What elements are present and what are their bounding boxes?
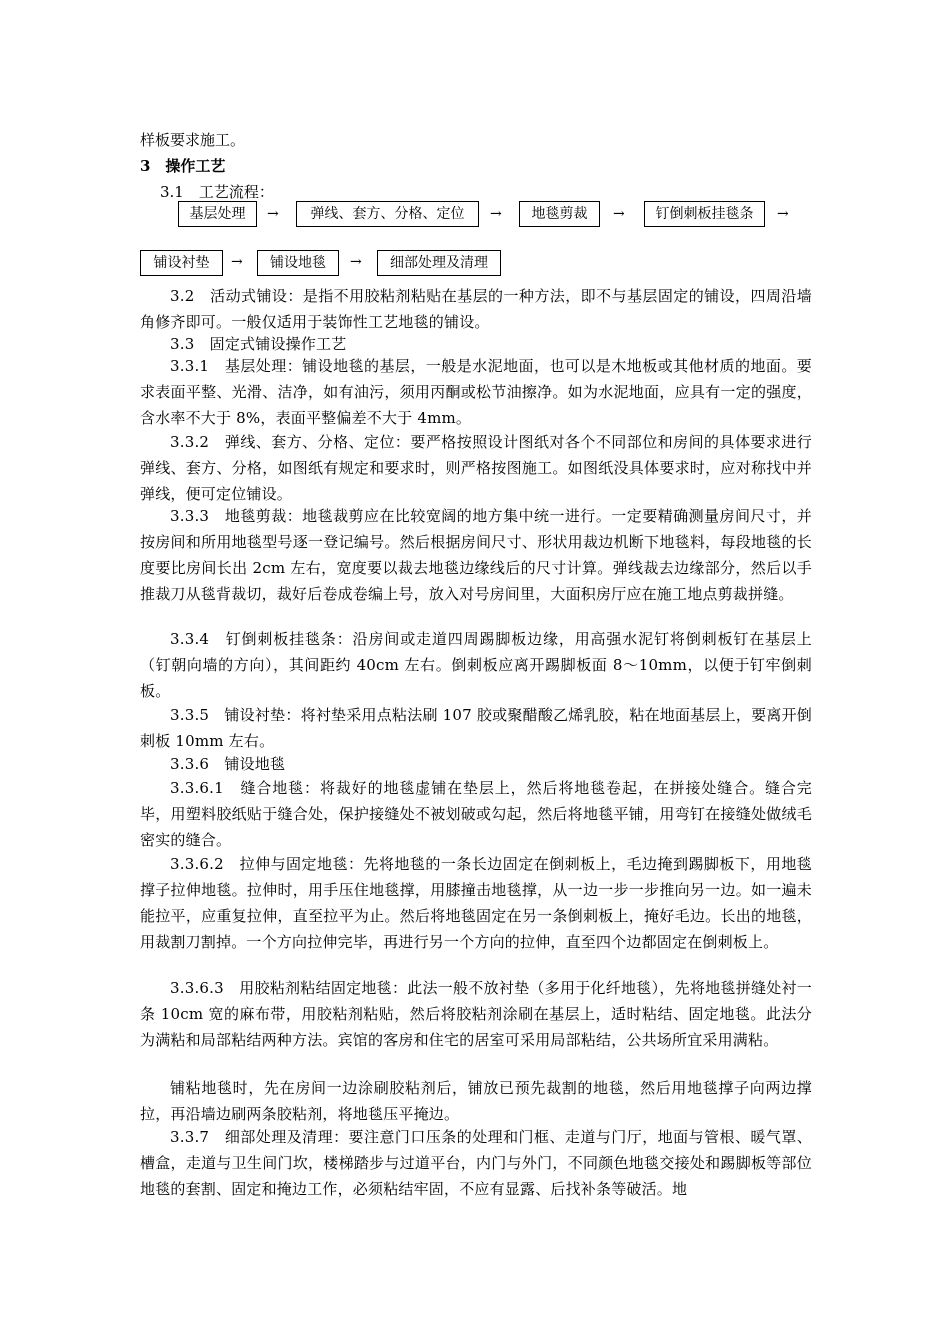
flow-arrow: → [490,206,502,222]
flow-step-tack-strip: 钉倒刺板挂毯条 [644,201,765,227]
section-3-2: 3.2 活动式铺设：是指不用胶粘剂粘贴在基层的一种方法，即不与基层固定的铺设，四周沿墙角修齐即可。一般仅适用于装饰性工艺地毯的铺设。 [140,287,812,331]
section-3-3-6-3: 3.3.6.3 用胶粘剂粘结固定地毯：此法一般不放衬垫（多用于化纤地毯），先将地毯拼缝处衬一条 10cm 宽的麻布带，用胶粘剂粘贴，然后将胶粘剂涂刷在基层上，适时粘结、固定地毯。此法分为满粘和局部粘结两种方法。宾馆的客房和住宅的居室可采用局部粘结，公共场所宜采用满粘。 [140,979,812,1049]
flow-step-underlay: 铺设衬垫 [140,250,223,276]
section-3-3-4: 3.3.4 钉倒刺板挂毯条：沿房间或走道四周踢脚板边缘，用高强水泥钉将倒刺板钉在基层上（钉朝向墙的方向），其间距约 40cm 左右。倒刺板应离开踢脚板面 8～10mm，以便于钉牢倒刺板。 [140,630,812,700]
intro-line: 样板要求施工。 [140,131,246,149]
section-3-3-6-3-continuation: 铺粘地毯时，先在房间一边涂刷胶粘剂后，铺放已预先裁割的地毯，然后用地毯撑子向两边撑拉，再沿墙边刷两条胶粘剂，将地毯压平掩边。 [140,1079,812,1123]
flow-step-laying-carpet: 铺设地毯 [257,250,339,276]
section-3-heading: 3 操作工艺 [140,157,226,175]
section-3-3-6-2: 3.3.6.2 拉伸与固定地毯：先将地毯的一条长边固定在倒刺板上，毛边掩到踢脚板下，用地毯撑子拉伸地毯。拉伸时，用手压住地毯撑，用膝撞击地毯撑，从一边一步一步推向另一边。如一遍未能拉平，应重复拉伸，直至拉平为止。然后将地毯固定在另一条倒刺板上，掩好毛边。长出的地毯，用裁割刀割掉。一个方向拉伸完毕，再进行另一个方向的拉伸，直至四个边都固定在倒刺板上。 [140,855,812,951]
flow-arrow: → [267,206,279,222]
section-3-3-7: 3.3.7 细部处理及清理：要注意门口压条的处理和门框、走道与门厅，地面与管根、暖气罩、槽盒，走道与卫生间门坎，楼梯踏步与过道平台，内门与外门，不同颜色地毯交接处和踢脚板等部位地毯的套割、固定和掩边工作，必须粘结牢固，不应有显露、后找补条等破活。地 [140,1128,812,1198]
flow-arrow: → [231,254,243,270]
flow-arrow: → [350,254,362,270]
section-3-3-6-1: 3.3.6.1 缝合地毯：将裁好的地毯虚铺在垫层上，然后将地毯卷起，在拼接处缝合。缝合完毕，用塑料胶纸贴于缝合处，保护接缝处不被划破或勾起，然后将地毯平铺，用弯钉在接缝处做绒毛密实的缝合。 [140,779,812,849]
flow-arrow: → [777,206,789,222]
section-3-3-5: 3.3.5 铺设衬垫：将衬垫采用点粘法刷 107 胶或聚醋酸乙烯乳胶，粘在地面基层上，要离开倒刺板 10mm 左右。 [140,706,812,750]
section-3-3-6-heading: 3.3.6 铺设地毯 [170,755,286,773]
flow-step-layout-marking: 弹线、套方、分格、定位 [296,201,479,227]
section-3-1-heading: 3.1 工艺流程： [160,183,274,201]
section-3-3-1: 3.3.1 基层处理：铺设地毯的基层，一般是水泥地面，也可以是木地板或其他材质的地面。要求表面平整、光滑、洁净，如有油污，须用丙酮或松节油擦净。如为水泥地面，应具有一定的强度，含水率不大于 8%，表面平整偏差不大于 4mm。 [140,357,812,427]
section-3-3-2: 3.3.2 弹线、套方、分格、定位：要严格按照设计图纸对各个不同部位和房间的具体要求进行弹线、套方、分格，如图纸有规定和要求时，则严格按图施工。如图纸没具体要求时，应对称找中并弹线，便可定位铺设。 [140,433,812,503]
section-3-3-3: 3.3.3 地毯剪裁：地毯裁剪应在比较宽阔的地方集中统一进行。一定要精确测量房间尺寸，并按房间和所用地毯型号逐一登记编号。然后根据房间尺寸、形状用裁边机断下地毯料，每段地毯的长度要比房间长出 2cm 左右，宽度要以裁去地毯边缘线后的尺寸计算。弹线裁去边缘部分，然后以手推裁刀从毯背裁切，裁好后卷成卷编上号，放入对号房间里，大面积房厅应在施工地点剪裁拼缝。 [140,507,812,603]
flow-step-detailing-cleanup: 细部处理及清理 [377,250,501,276]
flow-step-carpet-cutting: 地毯剪裁 [519,201,600,227]
flow-step-base-treatment: 基层处理 [178,201,257,227]
flow-arrow: → [613,206,625,222]
section-3-3-heading: 3.3 固定式铺设操作工艺 [170,335,347,353]
